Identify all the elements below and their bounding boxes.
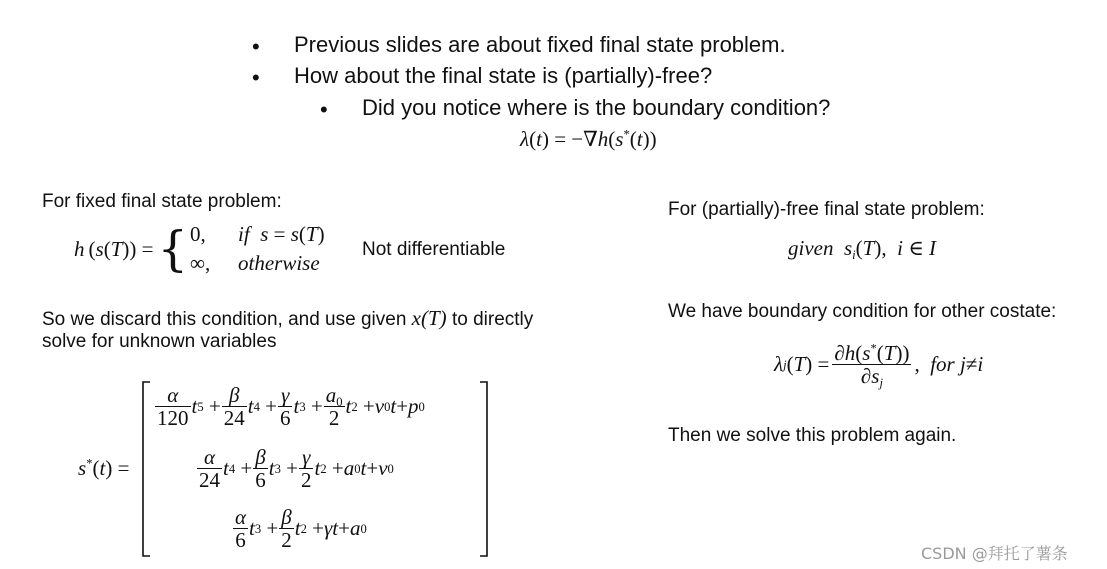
free-state-heading: For (partially)-free final state problem: <box>668 199 985 220</box>
watermark: CSDN @拜托了薯条 <box>921 544 1068 563</box>
boundary-condition-text: We have boundary condition for other costate: <box>668 301 1057 322</box>
bullet-1: Previous slides are about fixed final state problem. <box>294 32 786 57</box>
bullet-3: Did you notice where is the boundary condition? <box>362 95 831 120</box>
matrix-row-1: $\frac{\alpha}{120}$ t 5 + $\frac{\beta}{24}$ t 4 + $\frac{\gamma}{6}$ t 3 + $\frac{a_0}{2}$ t 2 + v 0 t + p 0 <box>157 383 425 431</box>
matrix-row-3: $\frac{\alpha}{6}$ t 3 + $\frac{\beta}{2}$ t 2 + γt + a 0 <box>235 505 367 553</box>
discard-text-line1: So we discard this condition, and use given x(T) to directly <box>42 306 534 330</box>
costate-equation: λ(t) = −∇h(s*(t)) <box>520 127 657 151</box>
h-definition: h ( s ( T )) = { 0, if s = s(T) ∞, otherwise <box>74 221 325 278</box>
bullet-2: How about the final state is (partially)-free? <box>294 63 713 88</box>
discard-text-line2: solve for unknown variables <box>42 331 277 352</box>
solve-again-text: Then we solve this problem again. <box>668 425 957 446</box>
x-of-T: x(T) <box>411 306 447 330</box>
lambda-boundary-equation: λ j ( T ) = $\frac{\partial h(s^*(T))}{\partial s_j}$ , for j ≠ i <box>774 341 984 390</box>
matrix-row-2: $\frac{\alpha}{24}$ t 4 + $\frac{\beta}{6}$ t 3 + $\frac{\gamma}{2}$ t 2 + a 0 t + v 0 <box>199 445 394 493</box>
bullet-marker-3: • <box>320 97 328 122</box>
s-star-lhs: s*(t) = <box>78 456 130 480</box>
bullet-marker-1: • <box>252 34 260 59</box>
given-expression: given $s_i(T)$, i ∈ I <box>788 236 936 262</box>
left-brace: { <box>157 221 189 278</box>
bullet-marker-2: • <box>252 65 260 90</box>
fixed-state-heading: For fixed final state problem: <box>42 191 282 212</box>
not-differentiable-label: Not differentiable <box>362 239 506 260</box>
